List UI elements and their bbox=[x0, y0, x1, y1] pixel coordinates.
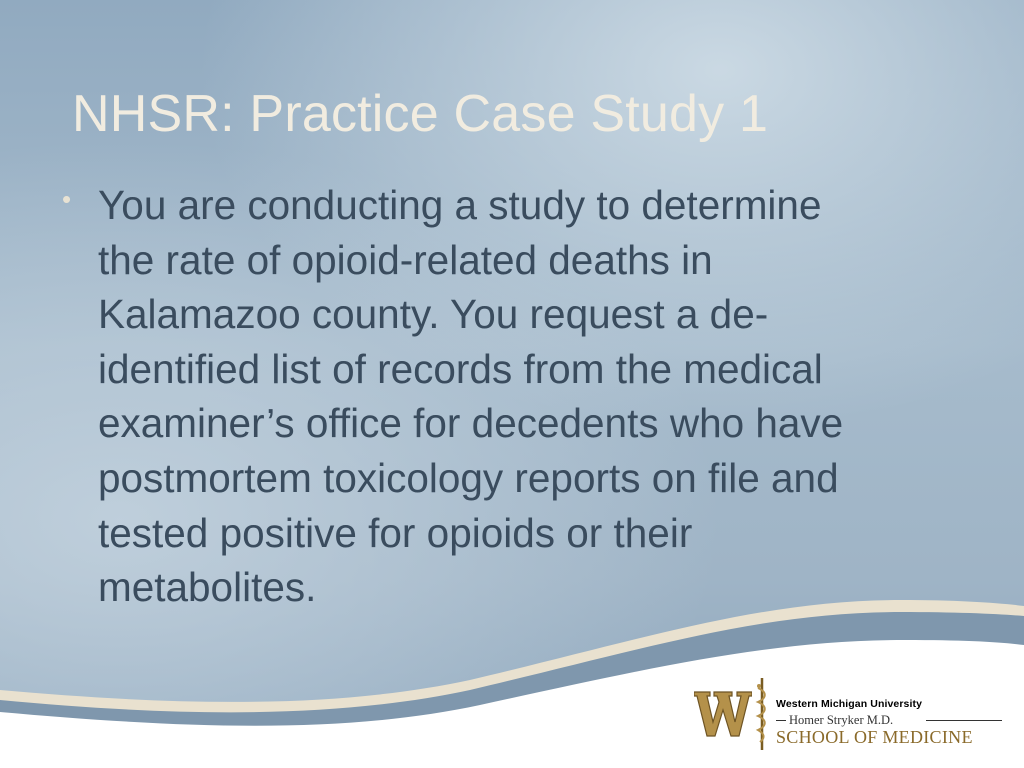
bullet-text bbox=[98, 178, 978, 615]
bullet-line: tested positive for opioids or their bbox=[98, 509, 693, 556]
staff-of-asclepius-icon bbox=[752, 676, 772, 752]
university-name: Western Michigan University bbox=[776, 698, 923, 710]
divider bbox=[776, 720, 786, 721]
divider bbox=[926, 720, 1002, 721]
wmu-w-logo-icon bbox=[694, 688, 752, 738]
bullet-line: the rate of opioid-related deaths in bbox=[98, 236, 713, 283]
bullet-line: examiner’s office for decedents who have bbox=[98, 400, 844, 447]
bullet-line: You are conducting a study to determine bbox=[98, 182, 822, 228]
bullet-icon: • bbox=[62, 184, 72, 214]
bullet-line: metabolites. bbox=[98, 564, 317, 611]
bullet-line: Kalamazoo county. You request a de- bbox=[98, 291, 769, 338]
donor-name: Homer Stryker M.D. bbox=[789, 713, 894, 727]
school-logo bbox=[694, 676, 1006, 752]
school-name: SCHOOL OF MEDICINE bbox=[776, 727, 973, 747]
bullet-line: identified list of records from the medical bbox=[98, 345, 823, 392]
slide-title: NHSR: Practice Case Study 1 bbox=[72, 85, 769, 143]
bullet-line: postmortem toxicology reports on file and bbox=[98, 454, 839, 501]
